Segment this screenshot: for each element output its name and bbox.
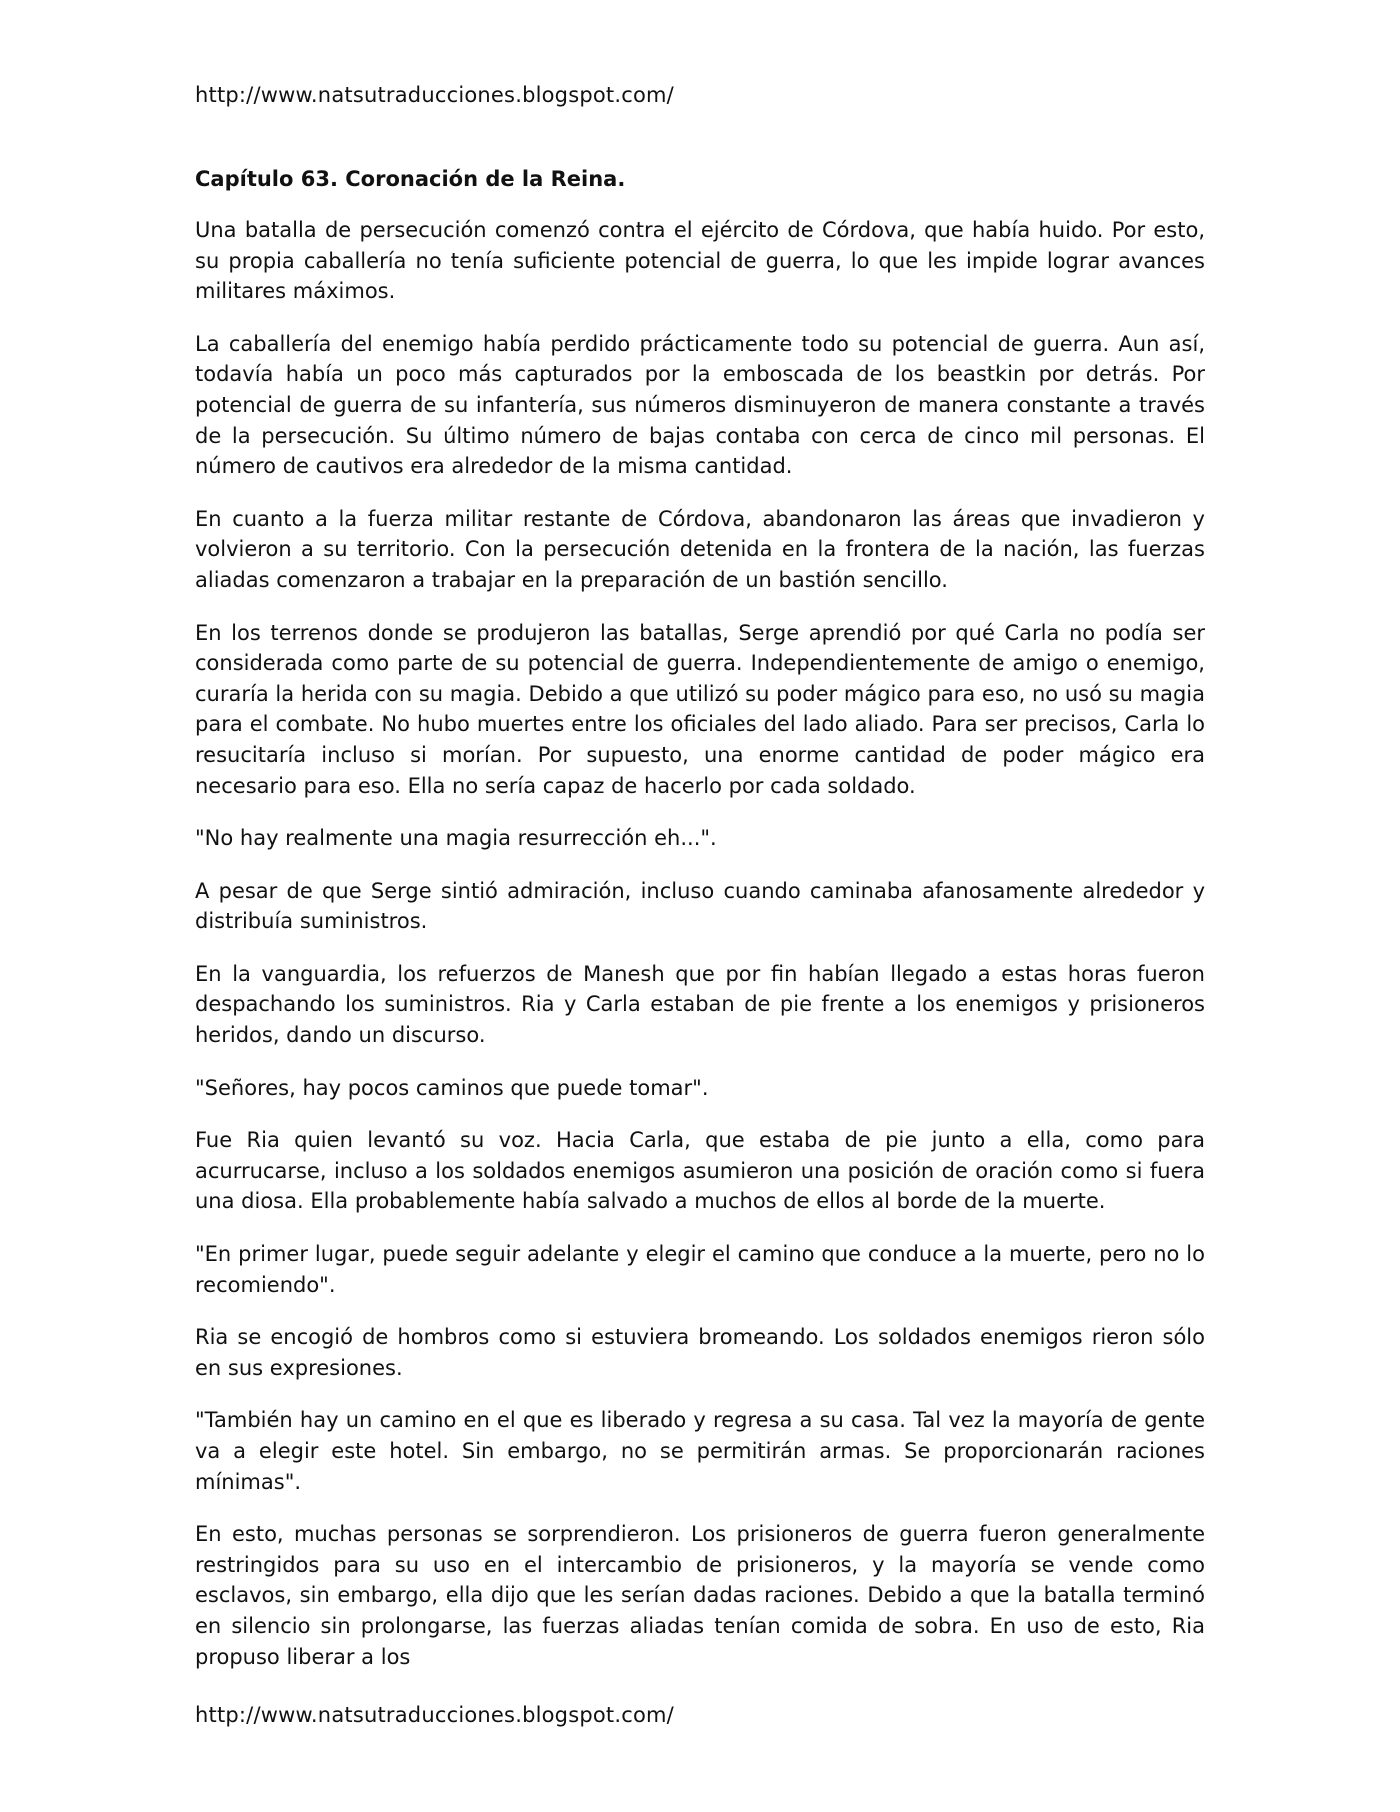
paragraph: En cuanto a la fuerza militar restante de Córdova, abandonaron las áreas que invadieron y volvieron a su territorio. Con la persecución detenida en la frontera de la nación, las fuerzas aliadas comenzaron a trabajar en la preparación de un bastión sencillo.	[195, 506, 1205, 592]
paragraph: Una batalla de persecución comenzó contra el ejército de Córdova, que había huido. Por esto, su propia caballería no tenía suficiente potencial de guerra, lo que les impide lograr avances militares máximos.	[195, 218, 1205, 304]
paragraph: Fue Ria quien levantó su voz. Hacia Carla, que estaba de pie junto a ella, como para acurrucarse, incluso a los soldados enemigos asumieron una posición de oración como si fuera una diosa. Ella probablemente había salvado a muchos de ellos al borde de la muerte.	[195, 1128, 1205, 1214]
paragraph: "También hay un camino en el que es liberado y regresa a su casa. Tal vez la mayoría de gente va a elegir este hotel. Sin embargo, no se permitirán armas. Se proporcionarán raciones mínimas".	[195, 1408, 1205, 1494]
page-content	[195, 164, 1205, 1694]
paragraph: "En primer lugar, puede seguir adelante y elegir el camino que conduce a la muerte, pero no lo recomiendo".	[195, 1242, 1205, 1297]
paragraph: "Señores, hay pocos caminos que puede tomar".	[195, 1075, 709, 1100]
paragraph: A pesar de que Serge sintió admiración, incluso cuando caminaba afanosamente alrededor y distribuía suministros.	[195, 878, 1205, 934]
header-url: http://www.natsutraducciones.blogspot.com/	[195, 83, 674, 107]
footer-url: http://www.natsutraducciones.blogspot.com/	[195, 1703, 674, 1727]
paragraph: En esto, muchas personas se sorprendieron. Los prisioneros de guerra fueron generalmente restringidos para su uso en el intercambio de prisioneros, y la mayoría se vende como esclavos, sin embargo, ella dijo que les serían dadas raciones. Debido a que la batalla terminó en silencio sin prolongarse, las fuerzas aliadas tenían comida de sobra. En uso de esto, Ria propuso liberar a los	[195, 1522, 1205, 1669]
paragraph: En la vanguardia, los refuerzos de Manesh que por fin habían llegado a estas horas fueron despachando los suministros. Ria y Carla estaban de pie frente a los enemigos y prisioneros heridos, dando un discurso.	[195, 961, 1205, 1048]
paragraph: "No hay realmente una magia resurrección eh...".	[195, 826, 717, 851]
paragraph: En los terrenos donde se produjeron las batallas, Serge aprendió por qué Carla no podía ser considerada como parte de su potencial de guerra. Independientemente de amigo o enemigo, curaría la herida con su magia. Debido a que utilizó su poder mágico para eso, no usó su magia para el combate. No hubo muertes entre los oficiales del lado aliado. Para ser precisos, Carla lo resucitaría incluso si morían. Por supuesto, una enorme cantidad de poder mágico era necesario para eso. Ella no sería capaz de hacerlo por cada soldado.	[195, 620, 1205, 798]
paragraph: Ria se encogió de hombros como si estuviera bromeando. Los soldados enemigos rieron sólo en sus expresiones.	[195, 1325, 1205, 1380]
chapter-title: Capítulo 63. Coronación de la Reina.	[195, 167, 626, 191]
paragraph: La caballería del enemigo había perdido prácticamente todo su potencial de guerra. Aun así, todavía había un poco más capturados por la emboscada de los beastkin por detrás. Por potencial de guerra de su infantería, sus números disminuyeron de manera constante a través de la persecución. Su último número de bajas contaba con cerca de cinco mil personas. El número de cautivos era alrededor de la misma cantidad.	[195, 331, 1205, 479]
